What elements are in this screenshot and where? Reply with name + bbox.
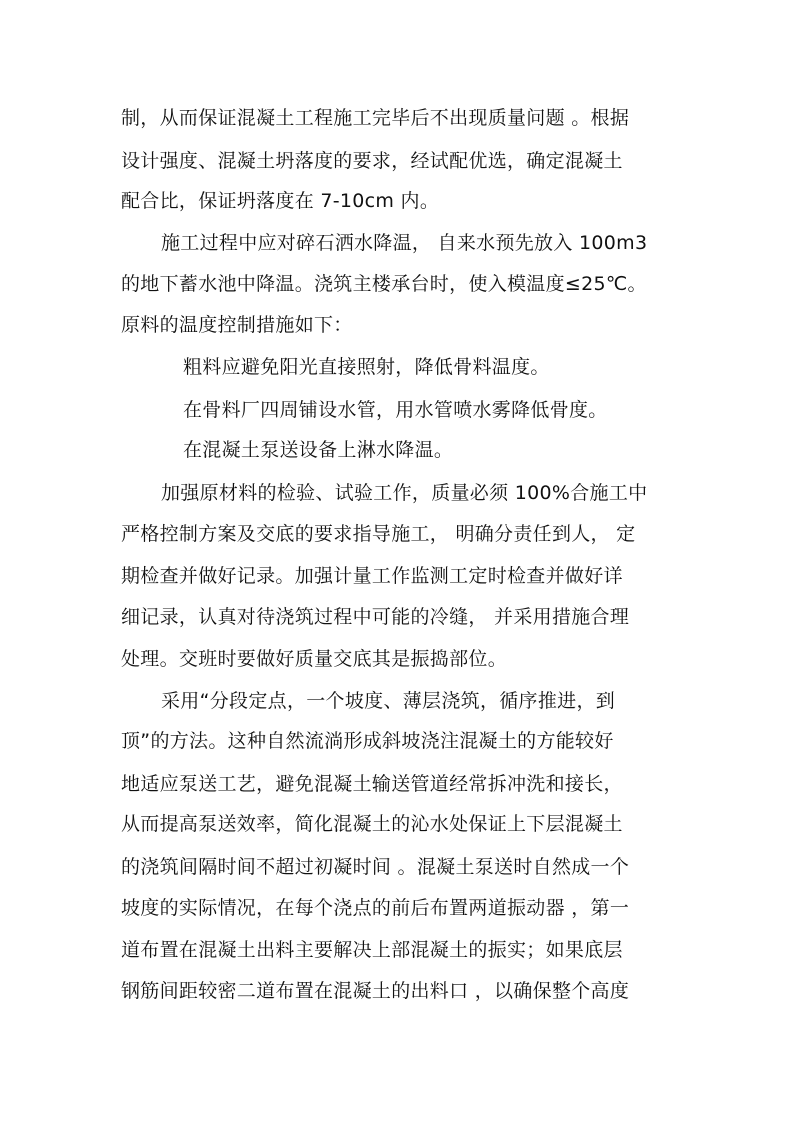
text-line: 坡度的实际情况，在每个浇点的前后布置两道振动器 ，第一 bbox=[121, 897, 630, 919]
text-line: 处理。交班时要做好质量交底其是振捣部位。 bbox=[121, 648, 508, 670]
text-line: 制，从而保证混凝土工程施工完毕后不出现质量问题 。根据 bbox=[121, 107, 630, 129]
text-line: 道布置在混凝土出料主要解决上部混凝土的振实；如果底层 bbox=[121, 939, 623, 961]
text-line: 原料的温度控制措施如下： bbox=[121, 314, 353, 336]
text-line: 采用“分段定点，一个坡度、薄层浇筑，循序推进，到 bbox=[161, 690, 616, 712]
text-line: 顶”的方法。这种自然流淌形成斜坡浇注混凝土的方能较好 bbox=[121, 730, 614, 752]
text-line: 施工过程中应对碎石洒水降温， 自来水预先放入 100m3 bbox=[161, 232, 648, 254]
text-line: 细记录，认真对待浇筑过程中可能的冷缝， 并采用措施合理 bbox=[121, 606, 630, 628]
measure-item: 粗料应避免阳光直接照射，降低骨料温度。 bbox=[183, 356, 550, 378]
text-line: 的浇筑间隔时间不超过初凝时间 。混凝土泵送时自然成一个 bbox=[121, 856, 630, 878]
text-line: 从而提高泵送效率，简化混凝土的沁水处保证上下层混凝土 bbox=[121, 813, 623, 835]
text-line: 严格控制方案及交底的要求指导施工， 明确分责任到人， 定 bbox=[121, 523, 636, 545]
measure-item: 在混凝土泵送设备上淋水降温。 bbox=[183, 439, 454, 461]
measure-item: 在骨料厂四周铺设水管，用水管喷水雾降低骨度。 bbox=[183, 399, 608, 421]
text-line: 设计强度、混凝土坍落度的要求，经试配优选，确定混凝土 bbox=[121, 150, 623, 172]
text-line: 配合比，保证坍落度在 7-10cm 内。 bbox=[121, 190, 440, 212]
text-line: 期检查并做好记录。加强计量工作监测工定时检查并做好详 bbox=[121, 565, 623, 587]
text-line: 的地下蓄水池中降温。浇筑主楼承台时，使入模温度≤25℃。 bbox=[121, 273, 647, 295]
text-line: 加强原材料的检验、试验工作，质量必须 100%合施工中 bbox=[161, 482, 648, 504]
text-line: 钢筋间距较密二道布置在混凝土的出料口 ，以确保整个高度 bbox=[121, 980, 630, 1002]
text-line: 地适应泵送工艺，避免混凝土输送管道经常拆冲洗和接长， bbox=[121, 773, 623, 795]
